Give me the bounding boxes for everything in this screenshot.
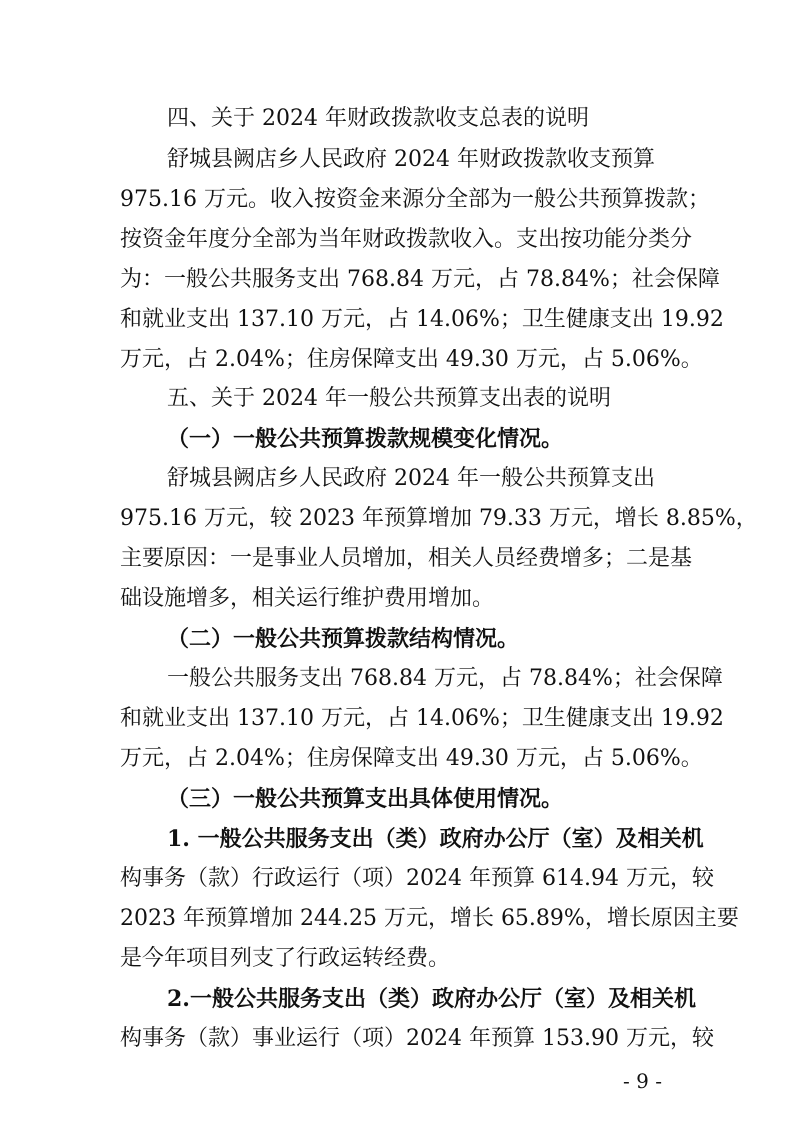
text-line: 四、关于 2024 年财政拨款收支总表的说明 xyxy=(167,106,589,131)
text-line: 975.16 万元，较 2023 年预算增加 79.33 万元，增长 8.85%， xyxy=(120,506,758,531)
text-line: 构事务（款）行政运行（项）2024 年预算 614.94 万元，较 xyxy=(120,866,714,891)
text-line: 975.16 万元。收入按资金来源分全部为一般公共预算拨款； xyxy=(120,187,710,212)
text-line: （一）一般公共预算拨款规模变化情况。 xyxy=(167,426,564,452)
text-line: （三）一般公共预算支出具体使用情况。 xyxy=(167,786,564,812)
text-line: 是今年项目列支了行政运转经费。 xyxy=(120,946,451,971)
text-line: 舒城县阙店乡人民政府 2024 年财政拨款收支预算 xyxy=(167,147,655,172)
text-line: 舒城县阙店乡人民政府 2024 年一般公共预算支出 xyxy=(167,466,655,491)
text-line: （二）一般公共预算拨款结构情况。 xyxy=(167,626,520,652)
text-line: 1. 一般公共服务支出（类）政府办公厅（室）及相关机 xyxy=(167,826,704,852)
page-number: - 9 - xyxy=(623,1069,662,1093)
text-line: 万元，占 2.04%；住房保障支出 49.30 万元，占 5.06%。 xyxy=(120,347,703,372)
text-line: 万元，占 2.04%；住房保障支出 49.30 万元，占 5.06%。 xyxy=(120,746,703,771)
text-line: 一般公共服务支出 768.84 万元，占 78.84%；社会保障 xyxy=(167,666,723,691)
text-line: 按资金年度分全部为当年财政拨款收入。支出按功能分类分 xyxy=(120,227,693,252)
text-line: 主要原因：一是事业人员增加，相关人员经费增多；二是基 xyxy=(120,546,693,571)
text-line: 2023 年预算增加 244.25 万元，增长 65.89%，增长原因主要 xyxy=(120,906,739,931)
text-line: 为：一般公共服务支出 768.84 万元，占 78.84%；社会保障 xyxy=(120,267,720,292)
text-line: 和就业支出 137.10 万元，占 14.06%；卫生健康支出 19.92 xyxy=(120,706,724,731)
text-line: 2.一般公共服务支出（类）政府办公厅（室）及相关机 xyxy=(167,986,696,1012)
text-line: 五、关于 2024 年一般公共预算支出表的说明 xyxy=(167,386,611,411)
text-line: 础设施增多，相关运行维护费用增加。 xyxy=(120,586,495,611)
text-line: 和就业支出 137.10 万元，占 14.06%；卫生健康支出 19.92 xyxy=(120,307,724,332)
text-line: 构事务（款）事业运行（项）2024 年预算 153.90 万元，较 xyxy=(120,1026,714,1051)
